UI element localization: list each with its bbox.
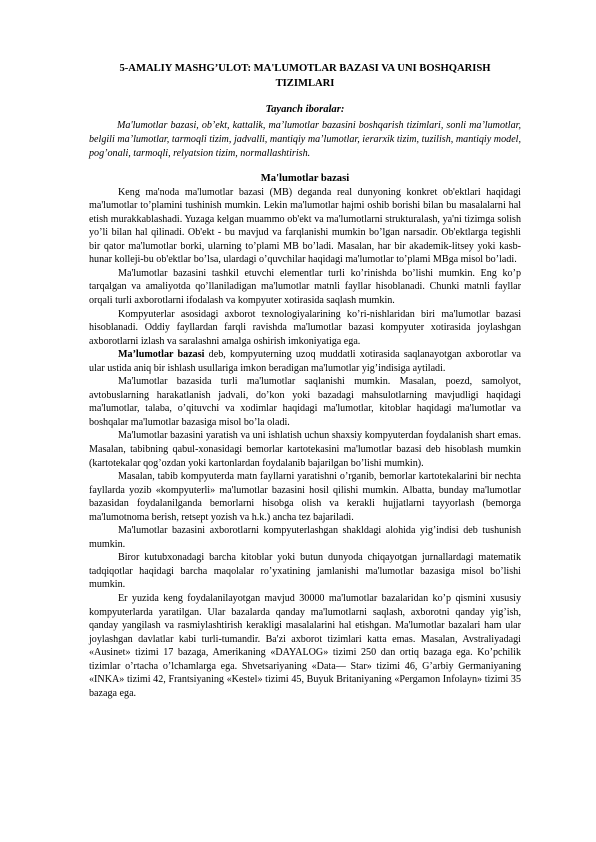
keywords-text: Ma'lumotlar bazasi, ob’ekt, kattalik, ma’lumotlar bazasini boshqarish tizimlari, sonli ma’lumotlar, belgili ma’lumotlar, tarmoqli tizim, jadvalli, mantiqiy ma’lumotlar, ierarxik tizim, tuzilish, mantiqiy model, pog’onali, tarmoqli, relyatsion tizim, normallashtirish. [89, 120, 521, 160]
definition-text: deb, kompyuterning uzoq muddatli xotirasida saqlanayotgan axborotlar va ular ustida aniq bir ishlash usullariga imkon beradigan ma'lumotlar yig’indisiga aytiladi. [89, 349, 521, 374]
paragraph: Ma'lumotlar bazasida turli ma'lumotlar saqlanishi mumkin. Masalan, poezd, samolyot, avtobuslarning harakatlanish jadvali, do’kon yoki bazadagi mahsulotlarning mavjudligi haqidagi ma'lumotlar, talaba, o’qituvchi va xodimlar haqidagi ma'lumotlar, kitoblar haqidagi ma'lumotlar va boshqalar ma'lumotlar bazasiga misol bo’la oladi. [89, 376, 521, 428]
paragraph: Ma'lumotlar bazasini yaratish va uni ishlatish uchun shaxsiy kompyuterdan foydalanish shart emas. Masalan, tabibning qabul-xonasidagi bemorlar kartotekasini ma'lumotlar bazasi deb hisoblash mumkin (kartotekalar qog’ozdan yoki kartonlardan foydalanib bajarilgan bo’lishi mumkin). [89, 430, 521, 469]
section-heading: Ma'lumotlar bazasi [260, 172, 350, 184]
paragraph: Kompyuterlar asosidagi axborot texnologiyalarining ko’ri-nishlaridan biri ma'lumotlar bazasi hisoblanadi. Oddiy fayllardan farqli ravishda ma'lumotlar bazasi kompyuter xotirasida joylashgan axborotlarni izlash va saralashni amalga oshirish imkoniyatiga ega. [89, 308, 521, 347]
paragraph: Ma'lumotlar bazasini tashkil etuvchi elementlar turli ko’rinishda bo’lishi mumkin. Eng ko’p tarqalgan va amaliyotda qo’llaniladigan ma'lumotlar matnli fayllar hisoblanadi. Chunki matnli fayllar orqali turli axborotlarni ifodalash va kompyuter xotirasida saqlash mumkin. [89, 267, 521, 306]
paragraph: Keng ma'noda ma'lumotlar bazasi (MB) deganda real dunyoning konkret ob'ektlari haqidagi ma'lumotlar to’plamini tushinish mumkin. Lekin ma'lumotlar hajmi oshib borishi bilan bu masalalarni hal etish murakkablashadi. Yuzaga kelgan muammo ob'ekt va ma'lumotlarni strukturalash, ya'ni tizimga solish yo’li bilan hal qilinadi. Ob'ekt - bu mavjud va farqlanishi mumkin bo’lgan narsadir. Ob'ektlarga tegishli bir qator ma'lumotlar borki, ularning to’plami MB bo’ladi. Masalan, har bir akademik-litsey yoki kasb-hunar kolleji-bu ob'ektlar bo’lsa, ulardagi o’quvchilar haqidagi ma'lumotlar to’plami MBga misol bo’ladi. [89, 186, 521, 266]
paragraph: Ma'lumotlar bazasini axborotlarni kompyuterlashgan shakldagi alohida yig’indisi deb tushunish mumkin. [89, 525, 521, 550]
document-page [89, 62, 521, 700]
page-title: 5-AMALIY MASHG’ULOT: MA'LUMOTLAR BAZASI VA UNI BOSHQARISH TIZIMLARI [119, 63, 491, 89]
definition-paragraph [89, 348, 521, 375]
paragraph: Er yuzida keng foydalanilayotgan mavjud 30000 ma'lumotlar bazalaridan ko’p qismini xususiy kompyuterlarda yaratilgan. Ular bazalarda qanday ma'lumotlarni saqlash, axborotni qanday yig’ish, qanday yangilash va rasmiylashtirish kerakligi masalalarini hal etishgan. Ma'lumotlar bazalari ham ular joylashgan davlatlar kabi turli-tumandir. Ba'zi axborot tizimlari katta emas. Masalan, Avstraliyadagi «Ausinet» tizimi 17 bazaga, Amerikaning «DAYALOG» tizimi 250 dan ortiq bazaga ega. Ko’pchilik tizimlar o’rtacha o’lchamlarga ega. Shvetsariyaning «Data— Star» tizimi 46, G’arbiy Germaniyaning «INKA» tizimi 42, Frantsiyaning «Kestel» tizimi 45, Buyuk Britaniyaning «Pergamon Infolayn» tizimi 35 bazaga ega. [89, 593, 521, 699]
paragraph: Biror kutubxonadagi barcha kitoblar yoki butun dunyoda chiqayotgan jurnallardagi matematik tadqiqotlar haqidagi barcha maqolalar ro’yxatining jamlanishi ma'lumotlar bazasiga misol bo’lishi mumkin. [89, 552, 521, 591]
paragraph: Masalan, tabib kompyuterda matn fayllarni yaratishni o’rganib, bemorlar kartotekalarini bir nechta fayllarda yozib «kompyuterli» ma'lumotlar bazasini hosil qilishi mumkin. Albatta, bunday ma'lumotlar bazasidan foydalanilganda bemorlarni hisobga olish va kerakli hujjatlarni tayyorlash (bemorga ma'lumotnoma berish, retsept yozish va h.k.) ancha tez bajariladi. [89, 471, 521, 523]
keywords-heading: Tayanch iboralar: [265, 104, 345, 115]
definition-term: Ma’lumotlar bazasi [118, 349, 205, 361]
